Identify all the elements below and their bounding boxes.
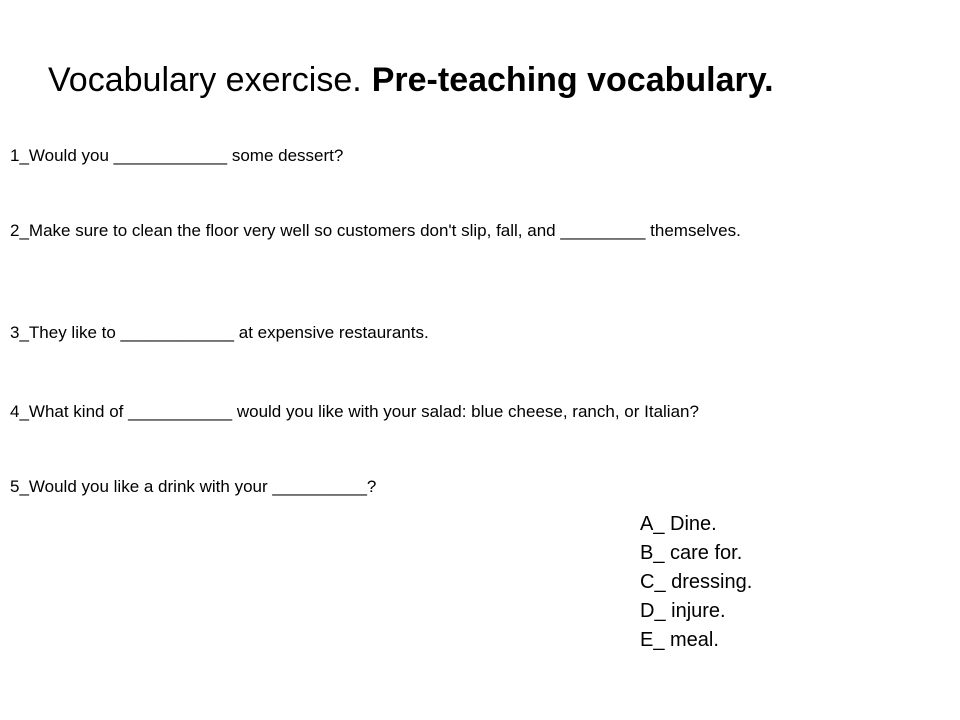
answer-option-d: D_ injure. [640,600,726,622]
answer-option-a: A_ Dine. [640,513,717,535]
question-1: 1_Would you ____________ some dessert? [10,146,344,165]
question-3: 3_They like to ____________ at expensive restaurants. [10,323,429,342]
answer-option-c: C_ dressing. [640,571,753,593]
title-main: Vocabulary exercise. [48,61,362,99]
question-2: 2_Make sure to clean the floor very well so customers don't slip, fall, and _________ themselves. [10,221,741,240]
slide-title [48,58,774,102]
answer-options [640,510,752,655]
question-5: 5_Would you like a drink with your __________? [10,477,377,496]
answer-option-b: B_ care for. [640,542,743,564]
title-emphasis: Pre-teaching vocabulary. [371,61,774,99]
question-4: 4_What kind of ___________ would you like with your salad: blue cheese, ranch, or Italian? [10,402,699,421]
answer-option-e: E_ meal. [640,629,719,651]
